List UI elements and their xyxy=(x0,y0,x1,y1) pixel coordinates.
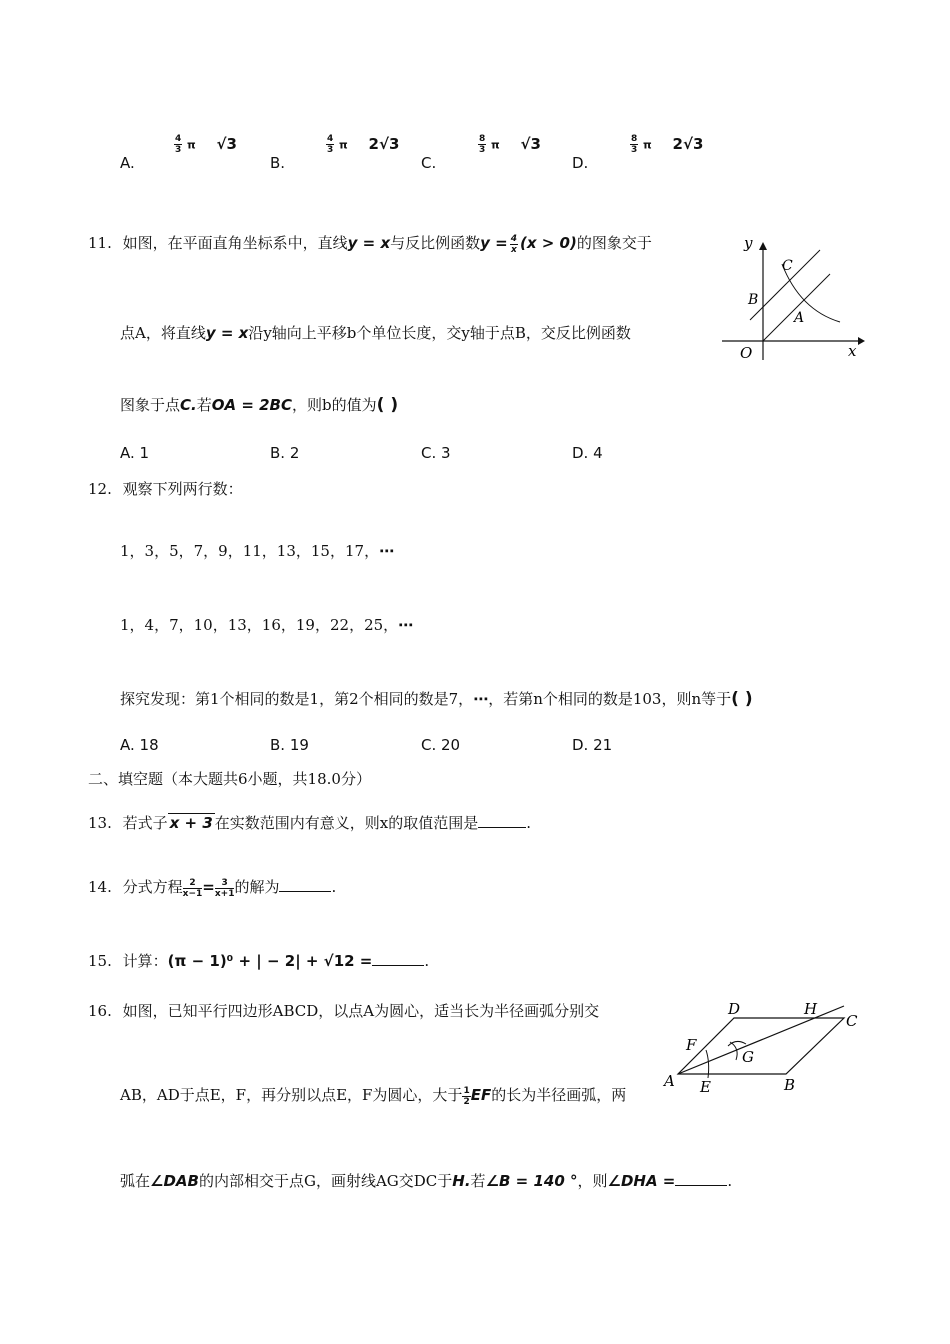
option-label: A. xyxy=(120,154,135,172)
q10-option-a-value: $\frac{4}{3}$ π √3 xyxy=(175,134,237,155)
answer-blank[interactable] xyxy=(279,891,331,892)
label-c: C xyxy=(782,258,793,274)
option-label: B. xyxy=(270,154,286,172)
section-heading: 二、填空题（本大题共6小题，共18.0分） xyxy=(88,770,371,788)
label-a: A xyxy=(664,1072,675,1090)
q10-option-d-value: $\frac{8}{3}$ π 2√3 xyxy=(631,134,704,155)
q11-option-d[interactable]: D. 4 xyxy=(572,444,603,462)
answer-blank[interactable] xyxy=(478,827,526,828)
q11-line1: 11. 如图，在平面直角坐标系中，直线y = x与反比例函数y = $\frac{4}{x}$ (x > 0)的图象交于 xyxy=(88,233,652,255)
x-axis-arrow xyxy=(858,337,865,345)
label-e: E xyxy=(700,1078,711,1096)
q12-line4: 探究发现：第1个相同的数是1，第2个相同的数是7，⋯，若第n个相同的数是103，则n等于( ) xyxy=(120,689,753,709)
q12-row1: 1，3，5，7，9，11，13，15，17，⋯ xyxy=(120,542,395,560)
label-g: G xyxy=(742,1048,754,1066)
q11-option-a[interactable]: A. 1 xyxy=(120,444,150,462)
label-d: D xyxy=(728,1000,741,1018)
sqrt-expression: x + 3 xyxy=(169,814,213,832)
question-13: 13. 若式子 x + 3 在实数范围内有意义，则x的取值范围是 . xyxy=(88,814,532,832)
y-axis-arrow xyxy=(759,242,767,250)
question-number: 15. xyxy=(88,952,112,970)
ray-ag xyxy=(678,1006,844,1074)
label-c: C xyxy=(846,1012,858,1030)
question-14: 14. 分式方程 $\frac{2}{x-1}$ = $\frac{3}{x+1}$ 的解为 . xyxy=(88,877,337,899)
q10-option-a[interactable] xyxy=(120,154,135,172)
label-o: O xyxy=(740,344,753,362)
option-label: C. xyxy=(421,154,437,172)
q12-line1: 12. 观察下列两行数： xyxy=(88,480,243,498)
option-label: D. xyxy=(572,154,589,172)
question-number: 11. xyxy=(88,234,112,252)
q10-option-b[interactable] xyxy=(270,154,285,172)
q10-option-b-value: $\frac{4}{3}$ π 2√3 xyxy=(327,134,400,155)
q10-option-c-value: $\frac{8}{3}$ π √3 xyxy=(479,134,541,155)
label-b: B xyxy=(748,292,759,308)
label-x: x xyxy=(848,342,857,360)
answer-paren: ( ) xyxy=(731,689,753,709)
label-a: A xyxy=(794,310,805,326)
question-15: 15. 计算：(π − 1)⁰ + | − 2| + √12 = . xyxy=(88,952,430,970)
q10-option-d[interactable] xyxy=(572,154,588,172)
question-number: 14. xyxy=(88,878,112,896)
q16-line3: 弧在∠DAB的内部相交于点G，画射线AG交DC于H.若∠B = 140 °，则∠DHA = . xyxy=(120,1172,733,1190)
label-h: H xyxy=(804,1000,818,1018)
q12-option-c[interactable]: C. 20 xyxy=(421,736,461,754)
q12-row2: 1，4，7，10，13，16，19，22，25，⋯ xyxy=(120,616,414,634)
answer-blank[interactable] xyxy=(675,1185,727,1186)
answer-blank[interactable] xyxy=(372,965,424,966)
q12-option-a[interactable]: A. 18 xyxy=(120,736,159,754)
question-number: 16. xyxy=(88,1002,112,1020)
q11-line2: 点A，将直线y = x沿y轴向上平移b个单位长度，交y轴于点B，交反比例函数 xyxy=(120,324,631,342)
question-number: 13. xyxy=(88,814,112,832)
q16-line2: AB，AD于点E，F，再分别以点E，F为圆心，大于 $\frac{1}{2}$ EF的长为半径画弧，两 xyxy=(120,1085,627,1107)
q16-line1: 16. 如图，已知平行四边形ABCD，以点A为圆心，适当长为半径画弧分别交 xyxy=(88,1002,600,1020)
parallelogram-abcd xyxy=(678,1018,844,1074)
label-b: B xyxy=(784,1076,796,1094)
question-number: 12. xyxy=(88,480,112,498)
answer-paren: ( ) xyxy=(376,395,399,415)
q11-figure xyxy=(720,232,870,362)
label-f: F xyxy=(686,1036,697,1054)
line-y-eq-x xyxy=(763,274,830,341)
q10-option-c[interactable] xyxy=(421,154,436,172)
q11-line3: 图象于点C.若OA = 2BC，则b的值为( ) xyxy=(120,395,399,415)
q11-option-c[interactable]: C. 3 xyxy=(421,444,451,462)
label-y: y xyxy=(744,234,753,252)
q12-option-d[interactable]: D. 21 xyxy=(572,736,613,754)
q12-option-b[interactable]: B. 19 xyxy=(270,736,309,754)
q11-option-b[interactable]: B. 2 xyxy=(270,444,300,462)
q16-figure xyxy=(660,998,870,1098)
